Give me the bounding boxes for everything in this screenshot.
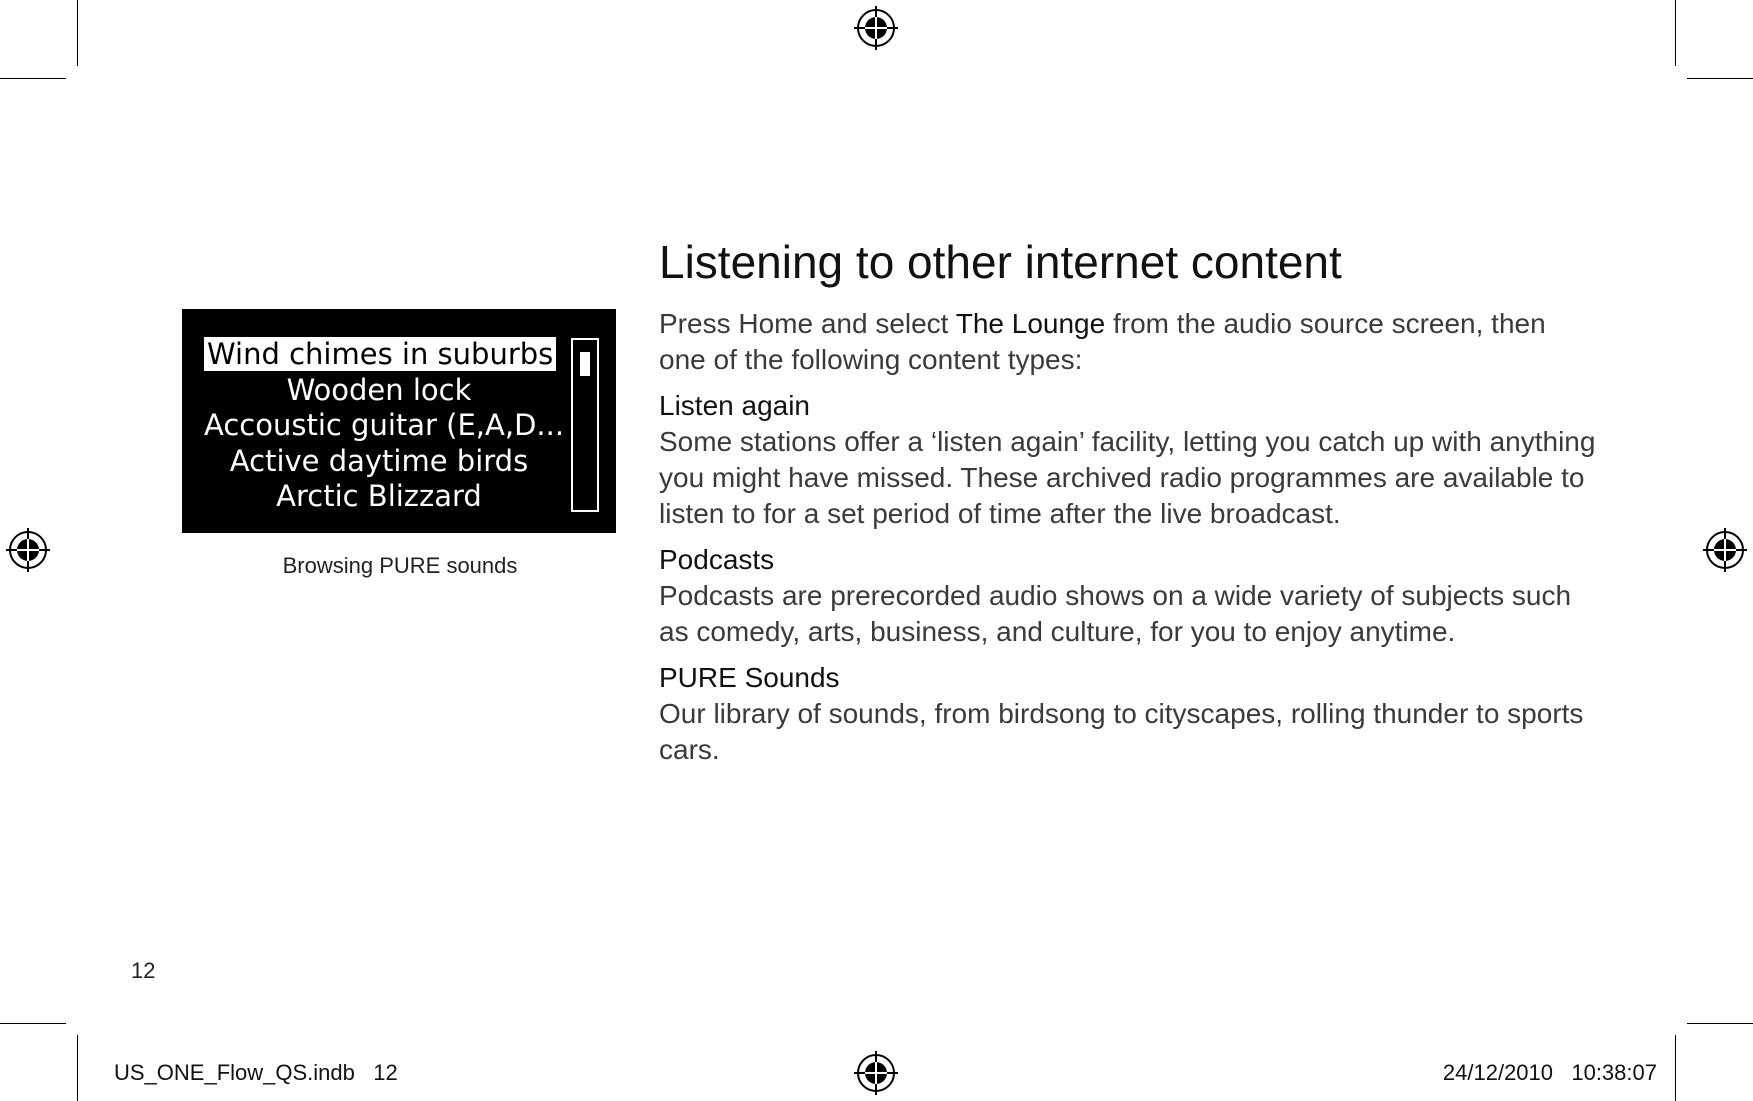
- registration-target-icon: [854, 1051, 898, 1095]
- sound-list-item: Active daytime birds: [229, 443, 529, 478]
- crop-mark-bottom-left-vertical: [77, 1035, 78, 1101]
- sound-list-item-selected: [204, 337, 554, 373]
- sound-list-item: Accoustic guitar (E,A,D...: [204, 408, 565, 442]
- page-title: Listening to other internet content: [659, 236, 1342, 288]
- intro-paragraph: [659, 306, 1599, 378]
- scrollbar-thumb: [580, 352, 590, 376]
- crop-mark-top-right-horizontal: [1687, 78, 1753, 79]
- main-content: [659, 232, 1599, 778]
- registration-target-icon: [854, 6, 898, 50]
- section-body-listen-again: Some stations offer a ‘listen again’ facility, letting you catch up with anything you might have missed. These archived radio programmes are available to listen to for a set period of time after the live broadcast.: [659, 426, 1596, 529]
- sound-list-item: Arctic Blizzard: [276, 479, 482, 513]
- crop-mark-top-left-vertical: [77, 0, 78, 66]
- crop-mark-bottom-right-horizontal: [1687, 1023, 1753, 1024]
- device-screen: [182, 309, 616, 533]
- crop-mark-bottom-right-vertical: [1675, 1035, 1676, 1101]
- section-heading-listen-again: Listen again: [659, 390, 811, 421]
- crop-mark-bottom-left-horizontal: [0, 1023, 66, 1024]
- section-heading-podcasts: Podcasts: [659, 544, 775, 575]
- crop-mark-top-right-vertical: [1675, 0, 1676, 66]
- section-heading-pure-sounds: PURE Sounds: [659, 662, 840, 693]
- slug-filename: US_ONE_Flow_QS.indb 12: [114, 1060, 398, 1085]
- registration-target-icon: [1703, 528, 1747, 572]
- section-body-podcasts: Podcasts are prerecorded audio shows on a wide variety of subjects such as comedy, arts, business, and culture, for you to enjoy anytime.: [659, 580, 1572, 647]
- slug-timestamp: 24/12/2010 10:38:07: [1442, 1060, 1657, 1085]
- registration-target-icon: [6, 528, 50, 572]
- sound-list: [204, 337, 565, 515]
- sound-list-item-label: Wind chimes in suburbs: [204, 337, 556, 371]
- intro-after: from the audio source screen, then one of the following content types:: [659, 308, 1546, 375]
- intro-highlight: The Lounge: [955, 308, 1106, 339]
- sound-list-item: Wooden lock: [286, 372, 472, 407]
- screen-scrollbar: [571, 338, 599, 512]
- intro-before: Press Home and select: [659, 308, 956, 339]
- figure-caption: Browsing PURE sounds: [282, 553, 518, 578]
- section-body-pure-sounds: Our library of sounds, from birdsong to cityscapes, rolling thunder to sports cars.: [659, 698, 1584, 765]
- page-number: 12: [131, 958, 156, 983]
- crop-mark-top-left-horizontal: [0, 78, 66, 79]
